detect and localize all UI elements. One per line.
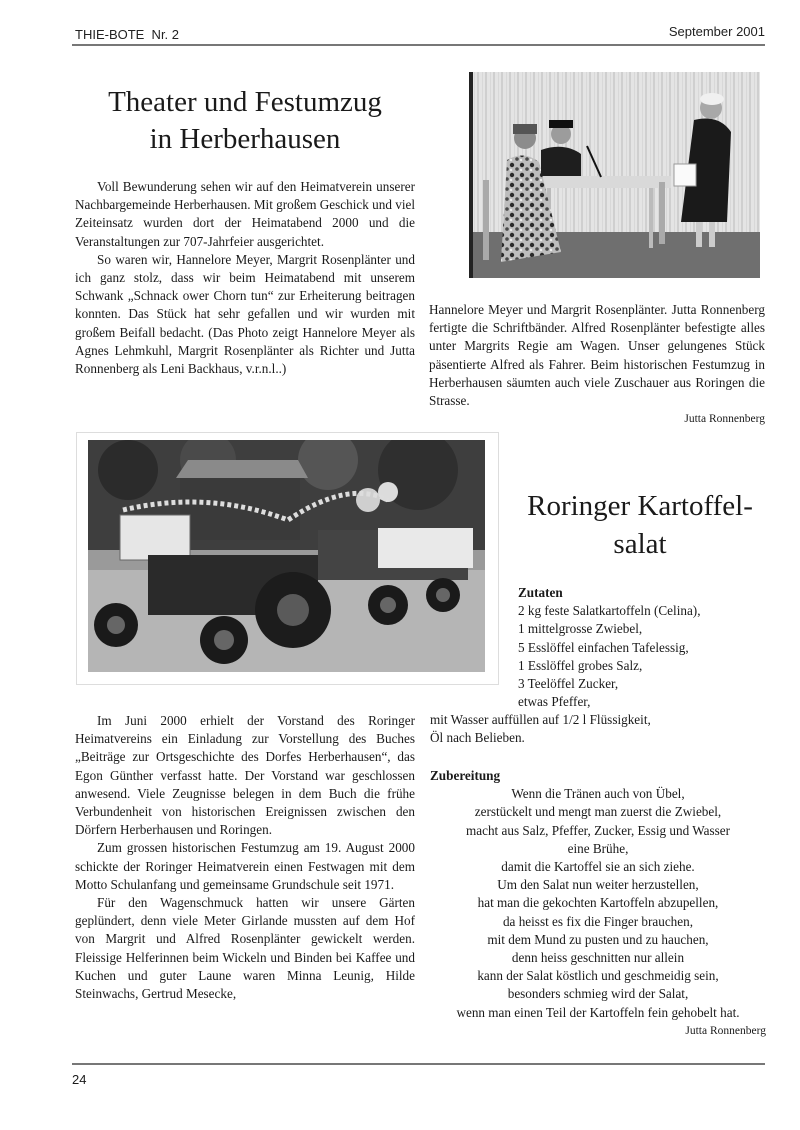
ingredients-heading: Zutaten <box>518 585 563 600</box>
ingredient-item: 1 Esslöffel grobes Salz, <box>518 657 643 673</box>
poem-line: eine Brühe, <box>567 840 629 856</box>
paragraph: Zum grossen historischen Festumzug am 19. August 2000 schickte der Roringer Heimatverein einen Festwagen mit dem Motto Schulanfang und gemeinsame Grundschule seit 1971. <box>75 840 415 892</box>
theater-photo <box>469 72 760 278</box>
author-credit: Jutta Ronnenberg <box>685 1024 766 1037</box>
preparation-poem <box>430 785 766 1022</box>
preparation-heading: Zubereitung <box>430 768 501 783</box>
paragraph: Hannelore Meyer und Margrit Rosenplänter. Jutta Ronnenberg fertigte die Schriftbänder. Alfred Rosenplänter befestigte alles unter Margrits Regie am Wagen. Unser gelungenes Stück päsentierte Alfred als Fahrer. Beim historischen Festumzug in Herberhausen säumten auch viele Zuschauer aus Roringen die Strasse. <box>429 302 765 409</box>
ingredients-list <box>518 584 768 711</box>
parade-photo <box>88 440 485 672</box>
title-line: salat <box>613 528 667 560</box>
poem-line: hat man die gekochten Kartoffeln abzupellen, <box>477 895 719 911</box>
poem-line: besonders schmieg wird der Salat, <box>507 986 689 1002</box>
ingredient-item: mit Wasser auffüllen auf 1/2 l Flüssigkeit, <box>430 712 651 727</box>
paragraph: Für den Wagenschmuck hatten wir unsere Gärten geplündert, denn viele Meter Girlande mussten auf dem Hof von Margrit und Alfred Rosenplänter gewickelt werden. Fleissige Helferinnen beim Wickeln und Binden bei Kaffee und Kuchen und guter Laune waren Minna Leunig, Hilde Steinwachs, Gertrud Mesecke, <box>75 895 415 1002</box>
poem-line: damit die Kartoffel sie an sich ziehe. <box>501 859 695 875</box>
ingredients-tail <box>430 711 770 747</box>
title-line: in Herberhausen <box>149 123 341 155</box>
ingredient-item: Öl nach Belieben. <box>430 730 525 746</box>
title-line: Theater und Festumzug <box>108 86 382 118</box>
poem-line: zerstückelt und mengt man zuerst die Zwiebel, <box>474 804 722 820</box>
article-title-theater <box>75 84 415 158</box>
poem-line: kann der Salat köstlich und geschmeidig sein, <box>477 968 719 984</box>
tractor-float-image <box>88 440 485 672</box>
page-header <box>75 24 765 44</box>
poem-line: Wenn die Tränen auch von Übel, <box>511 786 685 802</box>
theater-scene-image <box>469 72 760 278</box>
poem-line: mit dem Mund zu pusten und zu hauchen, <box>487 931 709 947</box>
poem-line: wenn man einen Teil der Kartoffeln fein gehobelt hat. <box>456 1004 740 1020</box>
ingredient-item: 5 Esslöffel einfachen Tafelessig, <box>518 639 689 655</box>
publication-name: THIE-BOTE Nr. 2 <box>75 27 180 42</box>
article-title-kartoffelsalat <box>505 487 775 563</box>
header-rule <box>72 44 765 46</box>
page-number: 24 <box>72 1072 87 1087</box>
article1-text-left-top <box>75 178 415 378</box>
paragraph: Im Juni 2000 erhielt der Vorstand des Roringer Heimatvereins ein Einladung zur Vorstellung des Buches „Beiträge zur Ortsgeschichte des Dorfes Herberhausen“, das Egon Günther verfasst hatte. Der Vorstand war geschlossen anwesend. Viele Zeugnisse belegen in dem Buch die frühe Verbundenheit von historischen Ereignissen zwischen den Dörfern Herberhausen und Roringen. <box>75 713 415 838</box>
footer-rule <box>72 1063 765 1065</box>
poem-line: da heisst es fix die Finger brauchen, <box>502 913 694 929</box>
paragraph: So waren wir, Hannelore Meyer, Margrit Rosenplänter und ich ganz stolz, dass wir beim Heimatabend mit unserem Schwank „Schnack ower Chorn tun“ zur Erheiterung beitragen konnten. Das Stück hat sehr gefallen und wir wurden mit großem Beifall bedacht. (Das Photo zeigt Hannelore Meyer als Agnes Lehmkuhl, Margrit Rosenplänter als Richter und Jutta Ronnenberg als Leni Backhaus, v.r.n.l..) <box>75 251 415 377</box>
ingredient-item: 2 kg feste Salatkartoffeln (Celina), <box>518 603 701 619</box>
preparation-section <box>430 767 766 1040</box>
article1-text-left-bottom <box>75 712 415 1003</box>
ingredient-item: etwas Pfeffer, <box>518 694 591 710</box>
issue-date: September 2001 <box>668 24 765 39</box>
paragraph: Voll Bewunderung sehen wir auf den Heimatverein unserer Nachbargemeinde Herberhausen. Mit großem Geschick und viel Zeiteinsatz wurden dort der Heimatabend 2000 und die Veranstaltungen zur 707-Jahrfeier ausgerichtet. <box>75 179 415 249</box>
title-line: Roringer Kartoffel- <box>527 490 753 522</box>
ingredient-item: 3 Teelöffel Zucker, <box>518 676 619 692</box>
article1-text-right-top <box>429 301 765 428</box>
poem-line: macht aus Salz, Pfeffer, Zucker, Essig und Wasser <box>466 822 730 838</box>
poem-line: Um den Salat nun weiter herzustellen, <box>497 877 699 893</box>
poem-line: denn heiss geschnitten nur allein <box>511 950 685 966</box>
ingredient-item: 1 mittelgrosse Zwiebel, <box>518 621 643 637</box>
author-credit: Jutta Ronnenberg <box>684 413 765 426</box>
